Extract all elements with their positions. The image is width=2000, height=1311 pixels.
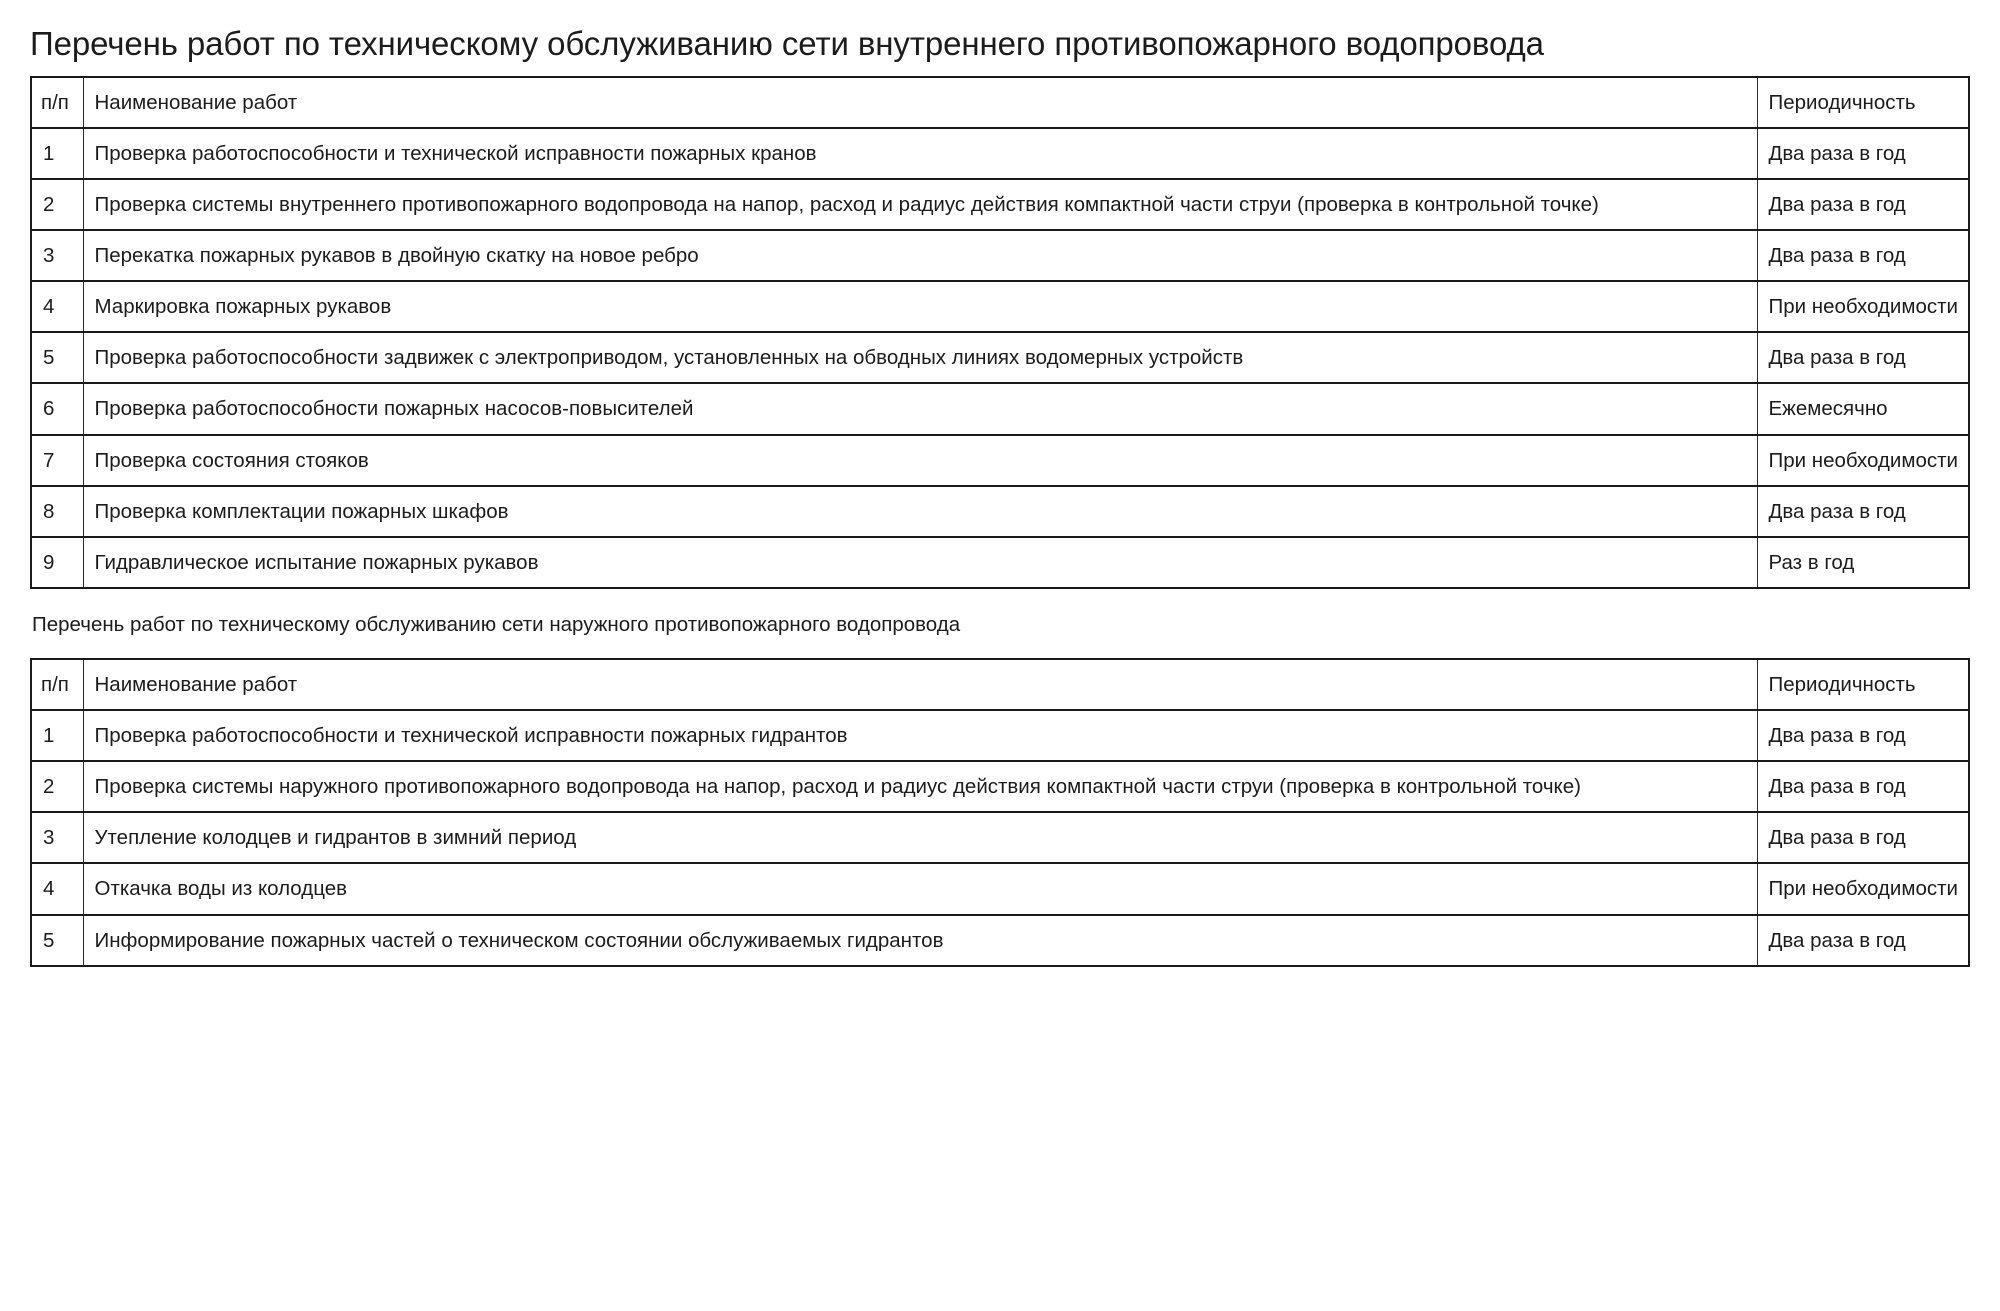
- row-periodicity: Ежемесячно: [1757, 383, 1969, 434]
- row-number: 4: [31, 281, 83, 332]
- table-row: [31, 486, 1969, 537]
- column-header-work-name: Наименование работ: [83, 659, 1757, 710]
- row-work-name: Проверка состояния стояков: [83, 435, 1757, 486]
- row-number: 4: [31, 863, 83, 914]
- table-row: [31, 230, 1969, 281]
- section-subtitle-external: Перечень работ по техническому обслуживанию сети наружного противопожарного водопровода: [32, 613, 961, 637]
- row-work-name: Проверка системы внутреннего противопожарного водопровода на напор, расход и радиус действия компактной части струи (проверка в контрольной точке): [83, 179, 1757, 230]
- row-work-name: Утепление колодцев и гидрантов в зимний период: [83, 812, 1757, 863]
- row-periodicity: При необходимости: [1757, 863, 1969, 914]
- page-title: Перечень работ по техническому обслуживанию сети внутреннего противопожарного водопровода: [30, 25, 1544, 62]
- table-row: [31, 332, 1969, 383]
- column-header-number: п/п: [31, 77, 83, 128]
- row-work-name: Информирование пожарных частей о техническом состоянии обслуживаемых гидрантов: [83, 915, 1757, 966]
- row-work-name: Проверка работоспособности задвижек с электроприводом, установленных на обводных линиях водомерных устройств: [83, 332, 1757, 383]
- row-work-name: Проверка работоспособности и технической исправности пожарных кранов: [83, 128, 1757, 179]
- table-header-row: [31, 77, 1969, 128]
- column-header-work-name: Наименование работ: [83, 77, 1757, 128]
- row-periodicity: Два раза в год: [1757, 128, 1969, 179]
- table-row: [31, 537, 1969, 588]
- row-number: 7: [31, 435, 83, 486]
- row-work-name: Проверка системы наружного противопожарного водопровода на напор, расход и радиус действия компактной части струи (проверка в контрольной точке): [83, 761, 1757, 812]
- internal-table-body: [31, 128, 1969, 588]
- table-row: [31, 710, 1969, 761]
- column-header-number: п/п: [31, 659, 83, 710]
- row-periodicity: Два раза в год: [1757, 812, 1969, 863]
- row-periodicity: Два раза в год: [1757, 710, 1969, 761]
- row-number: 3: [31, 812, 83, 863]
- row-periodicity: Два раза в год: [1757, 486, 1969, 537]
- row-number: 5: [31, 915, 83, 966]
- row-number: 2: [31, 179, 83, 230]
- row-periodicity: При необходимости: [1757, 435, 1969, 486]
- table-row: [31, 281, 1969, 332]
- row-number: 9: [31, 537, 83, 588]
- row-periodicity: Раз в год: [1757, 537, 1969, 588]
- row-work-name: Проверка работоспособности и технической исправности пожарных гидрантов: [83, 710, 1757, 761]
- table-row: [31, 761, 1969, 812]
- table-row: [31, 435, 1969, 486]
- row-periodicity: Два раза в год: [1757, 179, 1969, 230]
- column-header-periodicity: Периодичность: [1757, 77, 1969, 128]
- row-work-name: Гидравлическое испытание пожарных рукавов: [83, 537, 1757, 588]
- table-row: [31, 179, 1969, 230]
- internal-water-supply-table: [30, 76, 1970, 590]
- table-row: [31, 863, 1969, 914]
- row-periodicity: Два раза в год: [1757, 761, 1969, 812]
- row-number: 1: [31, 710, 83, 761]
- table-header-row: [31, 659, 1969, 710]
- external-water-supply-table: [30, 658, 1970, 967]
- row-number: 1: [31, 128, 83, 179]
- row-work-name: Откачка воды из колодцев: [83, 863, 1757, 914]
- row-work-name: Маркировка пожарных рукавов: [83, 281, 1757, 332]
- row-periodicity: Два раза в год: [1757, 915, 1969, 966]
- row-periodicity: Два раза в год: [1757, 230, 1969, 281]
- table-row: [31, 812, 1969, 863]
- table-row: [31, 128, 1969, 179]
- row-number: 8: [31, 486, 83, 537]
- row-number: 2: [31, 761, 83, 812]
- row-number: 5: [31, 332, 83, 383]
- table-row: [31, 915, 1969, 966]
- row-number: 6: [31, 383, 83, 434]
- row-periodicity: Два раза в год: [1757, 332, 1969, 383]
- row-periodicity: При необходимости: [1757, 281, 1969, 332]
- row-work-name: Проверка работоспособности пожарных насосов-повысителей: [83, 383, 1757, 434]
- table-row: [31, 383, 1969, 434]
- external-table-body: [31, 710, 1969, 966]
- column-header-periodicity: Периодичность: [1757, 659, 1969, 710]
- row-number: 3: [31, 230, 83, 281]
- row-work-name: Проверка комплектации пожарных шкафов: [83, 486, 1757, 537]
- row-work-name: Перекатка пожарных рукавов в двойную скатку на новое ребро: [83, 230, 1757, 281]
